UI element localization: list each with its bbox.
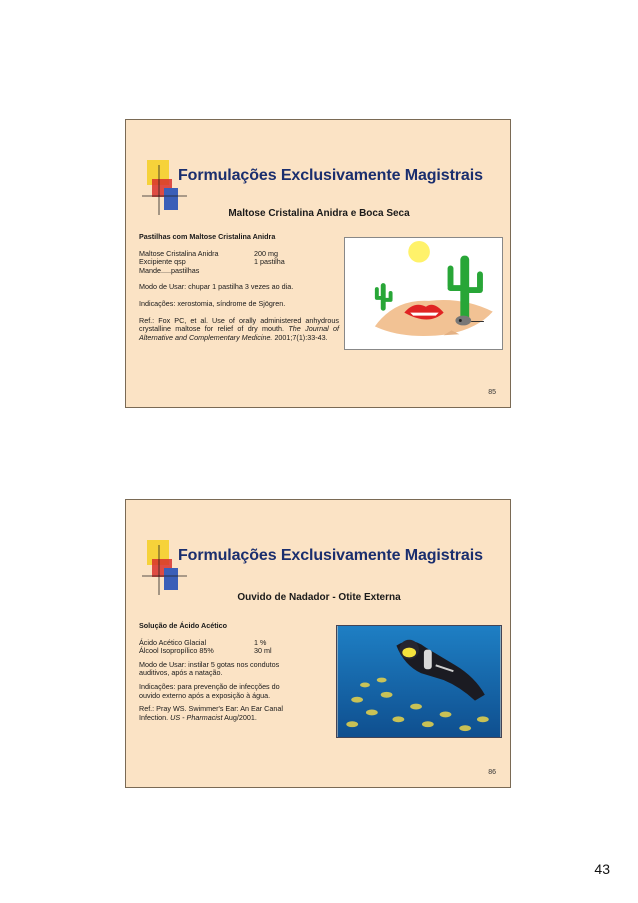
scuba-diver-photo [336, 625, 502, 738]
indications-text: Indicações: para prevenção de infecções do ouvido externo após a exposição à água. [139, 681, 280, 700]
slide-subtitle: Maltose Cristalina Anidra e Boca Seca [228, 208, 410, 219]
slide-body [139, 622, 299, 722]
formula-row [139, 647, 299, 656]
reference-lead: Ref.: Pray WS. Swimmer's Ear: An Ear Canal Infection. [139, 704, 283, 722]
sheet-page-number: 43 [594, 861, 610, 877]
reference-journal: The Journal of Alternative and Complementary Medicine. [139, 324, 340, 342]
indications-text: Indicações: xerostomia, síndrome de Sjögren. [139, 298, 286, 308]
slide-body [139, 233, 339, 342]
reference-tail: 2001;7(1):33-43. [274, 332, 328, 342]
slide-subtitle: Ouvido de Nadador - Otite Externa [237, 592, 401, 603]
reference-tail: Aug/2001. [224, 712, 257, 722]
mande-line: Mande.....pastilhas [139, 265, 200, 275]
ingredient-name: Excipiente qsp [139, 257, 186, 267]
usage-text: Modo de Usar: instilar 5 gotas nos condutos auditivos, após a natação. [139, 659, 280, 678]
desert-cactus-lips-illustration [344, 237, 503, 350]
reference-journal: US - Pharmacist [170, 712, 223, 722]
usage-text: Modo de Usar: chupar 1 pastilha 3 vezes ao dia. [139, 282, 294, 292]
slide-page-number: 85 [488, 389, 496, 396]
ingredient-amount: 30 ml [254, 646, 272, 656]
reference-text [139, 705, 299, 722]
slide-85 [125, 119, 511, 408]
reference-text [139, 317, 339, 343]
formula-heading: Pastilhas com Maltose Cristalina Anidra [139, 232, 276, 241]
ingredient-amount: 1 % [254, 637, 267, 647]
slide-86 [125, 499, 511, 788]
ingredient-name: Álcool Isopropílico 85% [139, 646, 214, 656]
formula-heading: Solução de Ácido Acético [139, 621, 227, 630]
slide-page-number: 86 [488, 769, 496, 776]
slide-title: Formulações Exclusivamente Magistrais [178, 167, 483, 184]
ingredient-name: Maltose Cristalina Anidra [139, 248, 219, 258]
slide-title: Formulações Exclusivamente Magistrais [178, 547, 483, 564]
ingredient-amount: 200 mg [254, 248, 278, 258]
ingredient-name: Ácido Acético Glacial [139, 637, 207, 647]
ingredient-amount: 1 pastilha [254, 257, 285, 267]
reference-lead: Ref.: Fox PC, et al. Use of orally administered anhydrous crystalline maltose for relief of dry mouth. [139, 315, 339, 334]
